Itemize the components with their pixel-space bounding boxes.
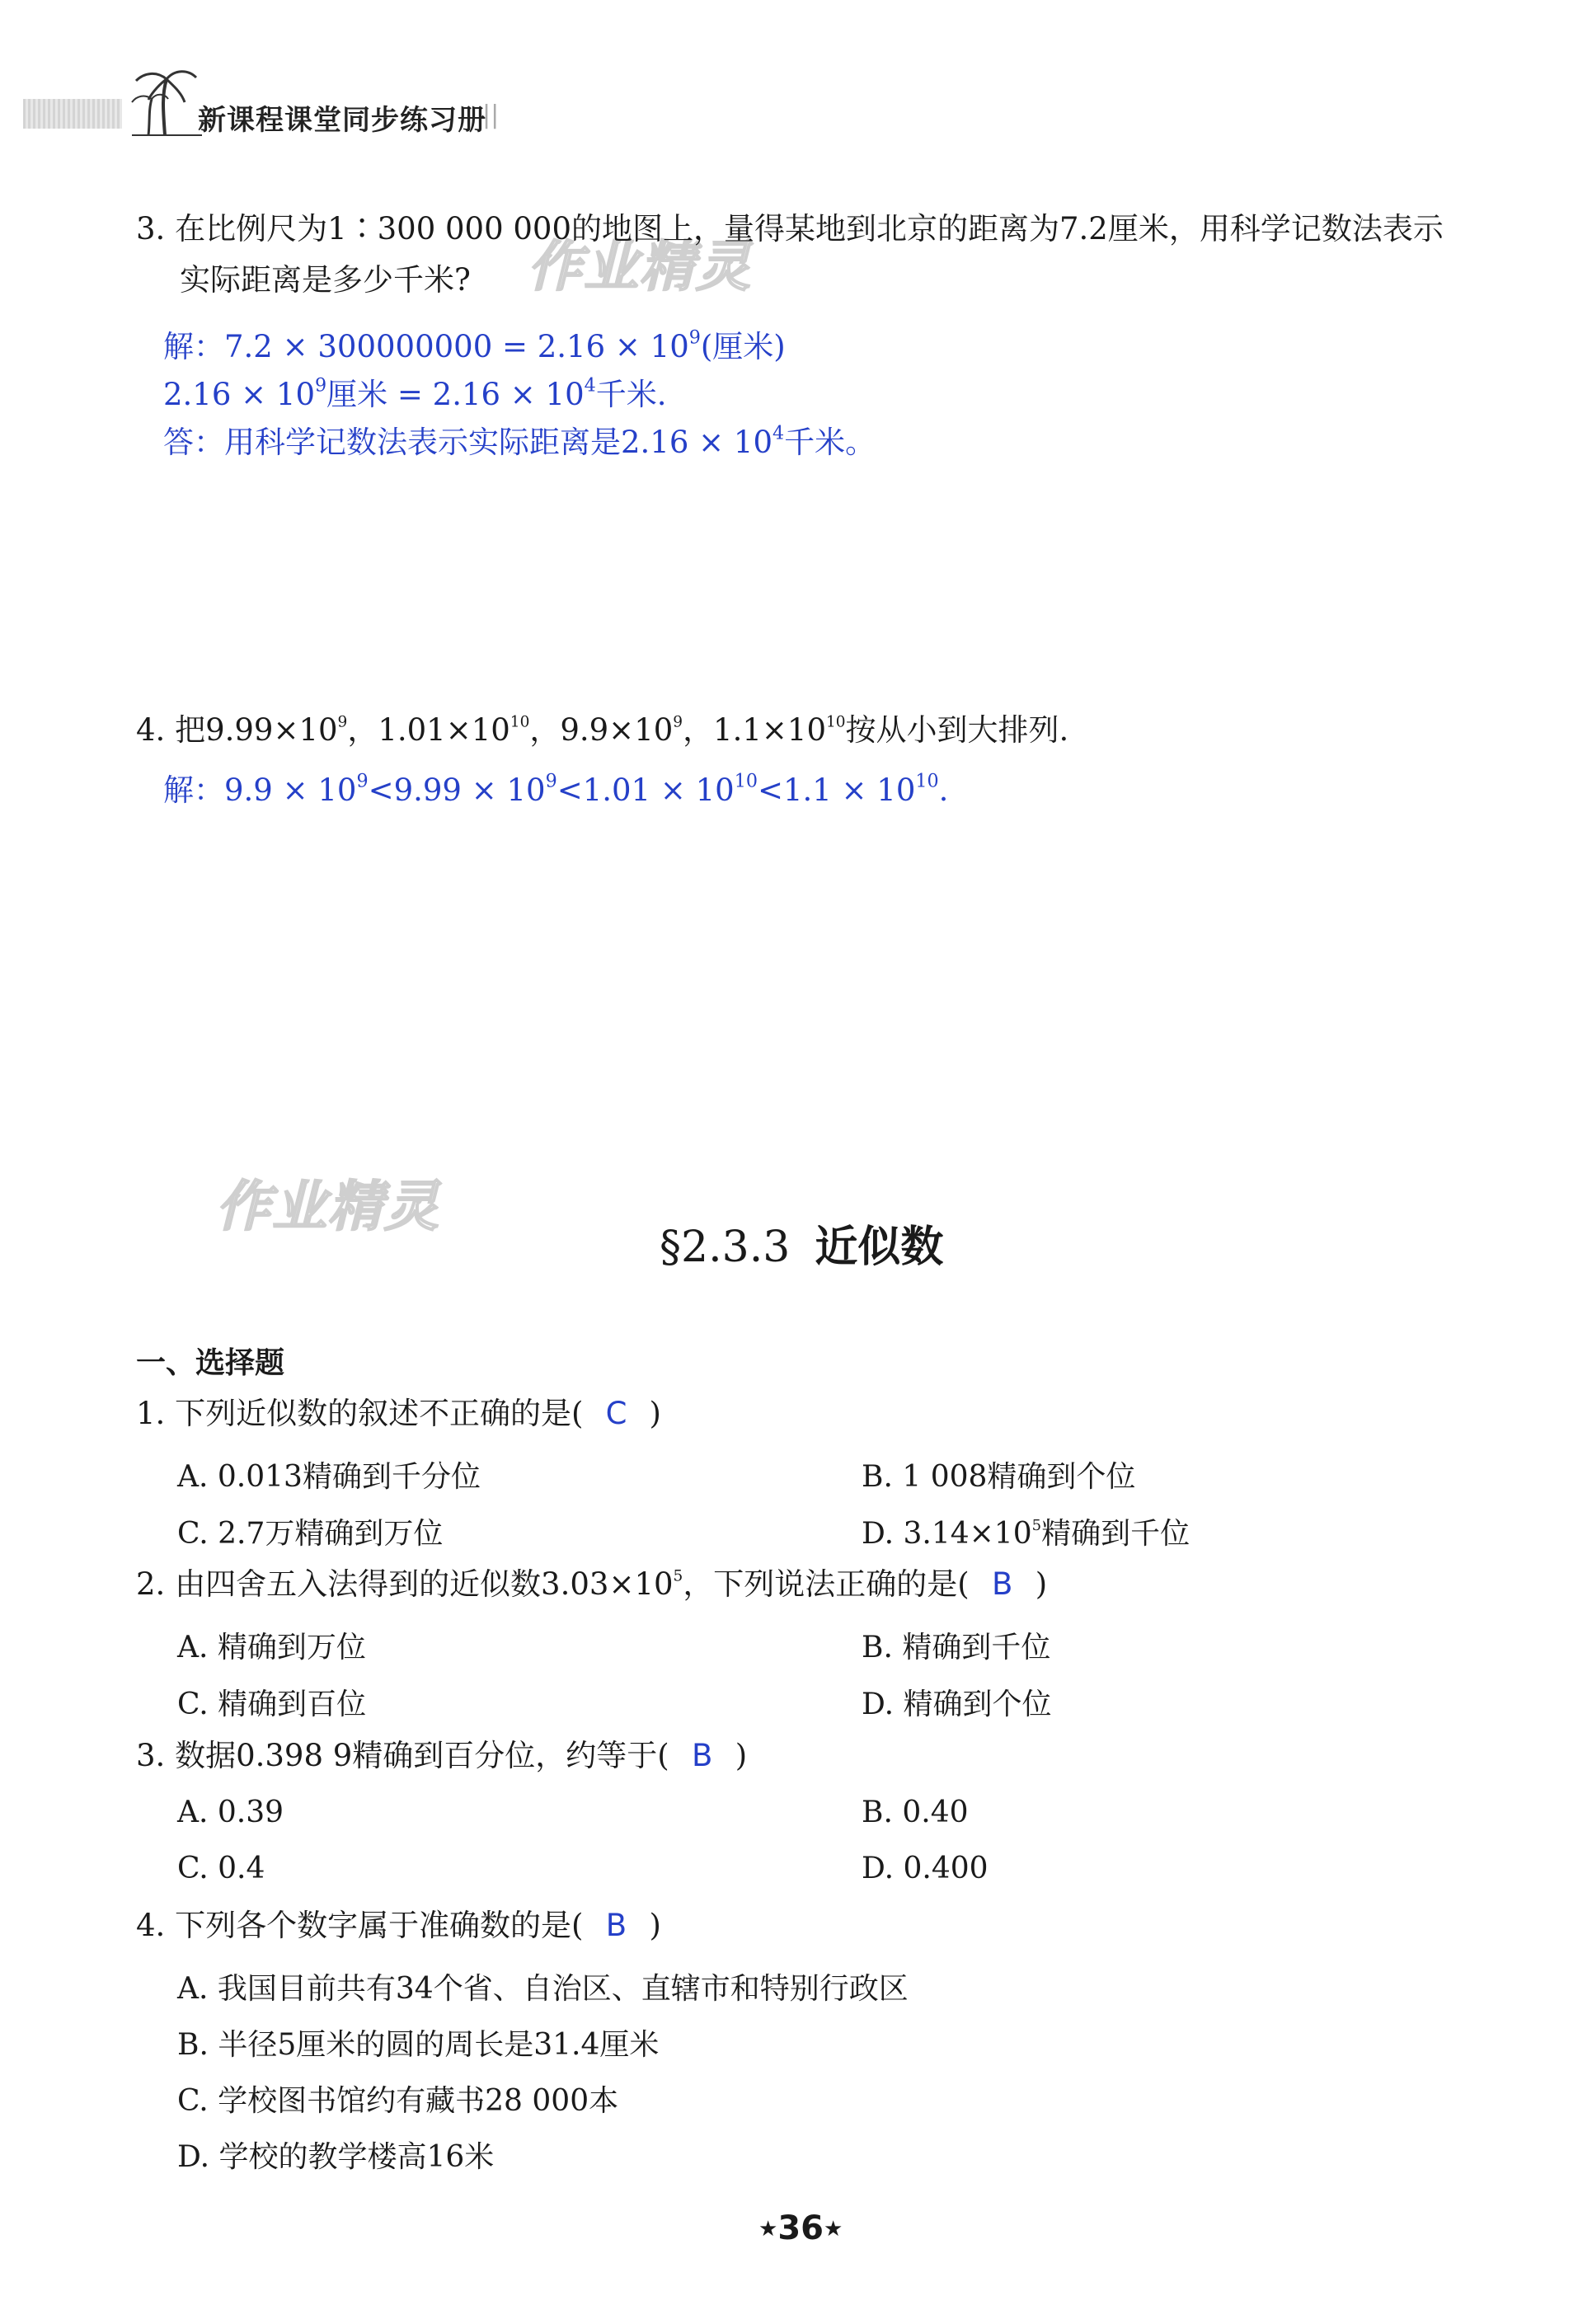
mc-2-option-d: D. 精确到个位	[862, 1688, 1052, 1721]
mc-1-option-c: C. 2.7万精确到万位	[177, 1517, 444, 1551]
question-4: 4. 把$9.99\times 10^9$，$1.01\times 10^{10}$，$9.9\times 10^9$，$1.1\times 10^{10}$按从小到大排列.	[136, 712, 1069, 748]
section-title: §2.3.3 近似数	[660, 1223, 944, 1272]
selected-answer: B	[992, 1566, 1013, 1602]
mc-1-option-d: D. $3.14\times 10^5$精确到千位	[862, 1516, 1190, 1551]
mc-2-option-c: C. 精确到百位	[177, 1688, 367, 1721]
star-icon: ★	[823, 2217, 843, 2242]
mc-2-option-a: A. 精确到万位	[177, 1631, 366, 1664]
mc-4-option-d: D. 学校的教学楼高16米	[177, 2140, 495, 2174]
mc-question-4: 4. 下列各个数字属于准确数的是( B )	[136, 1908, 661, 1943]
answer-3-line-2: $2.16 \times 10^9$厘米 = $2.16 \times 10^4$千米.	[163, 374, 667, 412]
part-heading: 一、选择题	[136, 1346, 285, 1380]
header-ticks: ||	[482, 101, 500, 129]
mc-question-2: 2. 由四舍五入法得到的近似数$3.03\times 10^5$，下列说法正确的是( B )	[136, 1566, 1048, 1602]
mc-3-option-c: C. 0.4	[177, 1852, 265, 1885]
mc-question-1: 1. 下列近似数的叙述不正确的是( C )	[136, 1396, 661, 1431]
page-number: ★36★	[758, 2209, 843, 2247]
question-3-line-2: 实际距离是多少千米?	[180, 262, 471, 298]
answer-3-line-3: 答：用科学记数法表示实际距离是$2.16 \times 10^4$千米。	[163, 422, 876, 460]
mc-1-option-b: B. 1 008精确到个位	[862, 1460, 1136, 1494]
mc-2-option-b: B. 精确到千位	[862, 1631, 1051, 1664]
mc-question-3: 3. 数据0.398 9精确到百分位，约等于( B )	[136, 1738, 748, 1773]
watermark: 作业精灵	[528, 235, 752, 298]
book-title: 新课程课堂同步练习册	[198, 104, 486, 137]
mc-1-option-a: A. 0.013精确到千分位	[177, 1460, 481, 1494]
selected-answer: B	[692, 1738, 713, 1773]
mc-4-option-c: C. 学校图书馆约有藏书28 000本	[177, 2084, 619, 2118]
watermark: 作业精灵	[216, 1175, 440, 1238]
palm-tree-icon	[124, 63, 206, 137]
mc-3-option-d: D. 0.400	[862, 1852, 989, 1885]
header-decoration-bar	[23, 99, 122, 129]
question-3-line-1: 3. 在比例尺为1∶300 000 000的地图上，量得某地到北京的距离为7.2厘米，用科学记数法表示	[136, 211, 1444, 246]
selected-answer: C	[605, 1396, 627, 1431]
mc-4-option-b: B. 半径5厘米的圆的周长是31.4厘米	[177, 2028, 660, 2062]
mc-3-option-a: A. 0.39	[177, 1796, 284, 1829]
mc-3-option-b: B. 0.40	[862, 1796, 969, 1829]
answer-4: 解：$9.9 \times 10^9<9.99 \times 10^9<1.01 \times 10^{10}<1.1 \times 10^{10}$.	[163, 770, 949, 808]
mc-4-option-a: A. 我国目前共有34个省、自治区、直辖市和特别行政区	[177, 1972, 909, 2006]
answer-3-line-1: 解：$7.2 \times 300000000 = 2.16 \times 10^9$(厘米)	[163, 326, 786, 364]
star-icon: ★	[758, 2217, 778, 2242]
selected-answer: B	[605, 1908, 627, 1943]
